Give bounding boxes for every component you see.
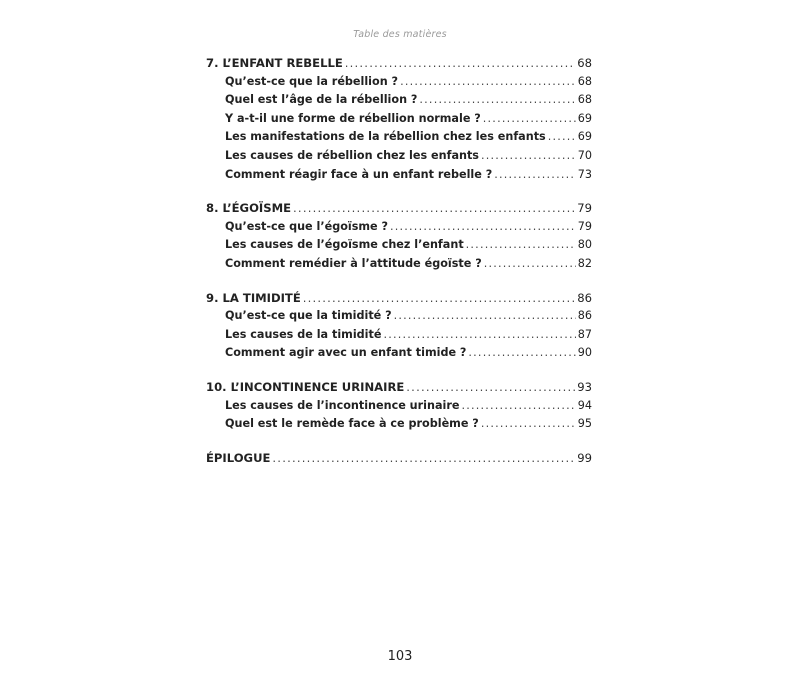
section-title: Quel est l’âge de la rébellion ? bbox=[225, 93, 418, 107]
toc-chapter-heading[interactable] bbox=[206, 449, 592, 468]
dot-leader bbox=[293, 199, 575, 218]
toc-section-entry[interactable] bbox=[206, 110, 592, 129]
toc-section-entry[interactable] bbox=[206, 73, 592, 92]
section-page-number: 68 bbox=[577, 93, 592, 107]
toc-chapter-9 bbox=[206, 289, 592, 363]
section-page-number: 79 bbox=[577, 219, 592, 233]
table-of-contents bbox=[206, 54, 592, 482]
dot-leader bbox=[468, 344, 575, 363]
section-page-number: 69 bbox=[577, 111, 592, 125]
toc-section-entry[interactable] bbox=[206, 218, 592, 237]
chapter-page-number: 79 bbox=[577, 201, 592, 216]
dot-leader bbox=[494, 166, 576, 185]
section-page-number: 94 bbox=[577, 398, 592, 412]
section-page-number: 68 bbox=[577, 74, 592, 88]
dot-leader bbox=[406, 378, 575, 397]
chapter-page-number: 86 bbox=[577, 290, 592, 305]
toc-section-entry[interactable] bbox=[206, 255, 592, 274]
section-title: Comment réagir face à un enfant rebelle ? bbox=[225, 167, 493, 181]
page-number: 103 bbox=[387, 649, 413, 664]
section-title: Les causes de l’égoïsme chez l’enfant bbox=[225, 238, 464, 252]
chapter-title: 10. L’INCONTINENCE URINAIRE bbox=[206, 379, 405, 394]
chapter-page-number: 68 bbox=[577, 56, 592, 70]
toc-chapter-heading[interactable] bbox=[206, 54, 592, 73]
toc-chapter-8 bbox=[206, 199, 592, 273]
toc-section-entry[interactable] bbox=[206, 307, 592, 326]
dot-leader bbox=[483, 110, 576, 129]
chapter-page-number: 93 bbox=[577, 379, 592, 394]
chapter-title: ÉPILOGUE bbox=[206, 450, 271, 465]
dot-leader bbox=[419, 91, 575, 110]
toc-chapter-7 bbox=[206, 54, 592, 184]
toc-section-entry[interactable] bbox=[206, 128, 592, 147]
dot-leader bbox=[400, 73, 576, 92]
section-title: Comment remédier à l’attitude égoïste ? bbox=[225, 256, 482, 270]
toc-chapter-heading[interactable] bbox=[206, 199, 592, 218]
chapter-title: 8. L’ÉGOÏSME bbox=[206, 201, 292, 216]
dot-leader bbox=[394, 307, 576, 326]
toc-chapter-10 bbox=[206, 378, 592, 434]
dot-leader bbox=[390, 218, 576, 237]
chapter-title: 7. L’ENFANT REBELLE bbox=[206, 56, 343, 70]
section-page-number: 80 bbox=[577, 238, 592, 252]
section-title: Les causes de l’incontinence urinaire bbox=[225, 398, 460, 412]
section-title: Les manifestations de la rébellion chez les enfants bbox=[225, 130, 546, 144]
section-page-number: 87 bbox=[577, 327, 592, 341]
toc-section-entry[interactable] bbox=[206, 326, 592, 345]
section-title: Y a-t-il une forme de rébellion normale ? bbox=[225, 111, 481, 125]
dot-leader bbox=[481, 415, 576, 434]
dot-leader bbox=[303, 289, 575, 308]
dot-leader bbox=[484, 255, 576, 274]
toc-section-entry[interactable] bbox=[206, 415, 592, 434]
section-title: Comment agir avec un enfant timide ? bbox=[225, 346, 467, 360]
toc-chapter-heading[interactable] bbox=[206, 289, 592, 308]
toc-section-entry[interactable] bbox=[206, 236, 592, 255]
dot-leader bbox=[481, 147, 576, 166]
section-title: Qu’est-ce que la rébellion ? bbox=[225, 74, 399, 88]
toc-epilogue bbox=[206, 449, 592, 468]
chapter-title: 9. LA TIMIDITÉ bbox=[206, 290, 301, 305]
section-title: Quel est le remède face à ce problème ? bbox=[225, 417, 479, 431]
dot-leader bbox=[548, 128, 576, 147]
toc-section-entry[interactable] bbox=[206, 91, 592, 110]
section-page-number: 82 bbox=[577, 256, 592, 270]
chapter-page-number: 99 bbox=[577, 450, 592, 465]
dot-leader bbox=[461, 397, 575, 416]
toc-section-entry[interactable] bbox=[206, 147, 592, 166]
dot-leader bbox=[345, 54, 575, 73]
section-page-number: 69 bbox=[577, 130, 592, 144]
dot-leader bbox=[466, 236, 576, 255]
dot-leader bbox=[272, 449, 575, 468]
section-title: Qu’est-ce que la timidité ? bbox=[225, 309, 392, 323]
toc-section-entry[interactable] bbox=[206, 344, 592, 363]
section-page-number: 86 bbox=[577, 309, 592, 323]
section-title: Les causes de la timidité bbox=[225, 327, 382, 341]
section-page-number: 95 bbox=[577, 417, 592, 431]
dot-leader bbox=[383, 326, 575, 345]
section-title: Les causes de rébellion chez les enfants bbox=[225, 148, 479, 162]
section-page-number: 70 bbox=[577, 148, 592, 162]
toc-section-entry[interactable] bbox=[206, 166, 592, 185]
section-page-number: 73 bbox=[577, 167, 592, 181]
section-title: Qu’est-ce que l’égoïsme ? bbox=[225, 219, 389, 233]
running-header: Table des matières bbox=[353, 29, 447, 40]
toc-chapter-heading[interactable] bbox=[206, 378, 592, 397]
toc-section-entry[interactable] bbox=[206, 397, 592, 416]
section-page-number: 90 bbox=[577, 346, 592, 360]
